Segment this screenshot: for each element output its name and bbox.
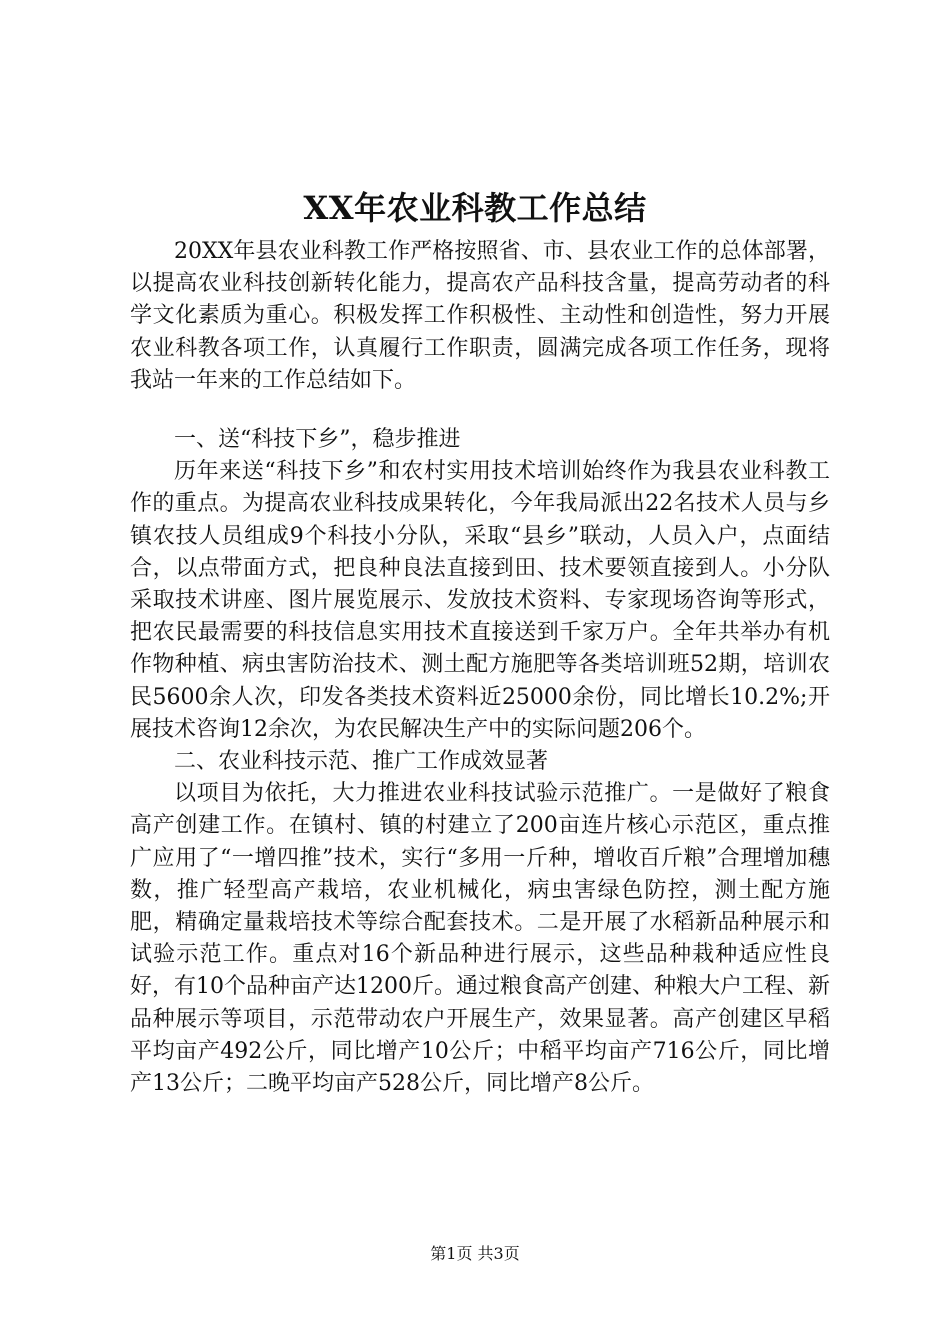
section-1-paragraph: 历年来送“科技下乡”和农村实用技术培训始终作为我县农业科教工作的重点。为提高农业科技成果转化，今年我局派出22名技术人员与乡镇农技人员组成9个科技小分队，采取“县乡”联动，人员入户，点面结合，以点带面方式，把良种良法直接到田、技术要领直接到人。小分队采取技术讲座、图片展览展示、发放技术资料、专家现场咨询等形式，把农民最需要的科技信息实用技术直接送到千家万户。全年共举办有机作物种植、病虫害防治技术、测土配方施肥等各类培训班52期，培训农民5600余人次，印发各类技术资料近25000余份，同比增长10.2%;开展技术咨询12余次，为农民解决生产中的实际问题206个。 bbox=[130, 459, 830, 742]
section-2-heading: 二、农业科技示范、推广工作成效显著 bbox=[174, 749, 549, 775]
section-2-paragraph: 以项目为依托，大力推进农业科技试验示范推广。一是做好了粮食高产创建工作。在镇村、镇的村建立了200亩连片核心示范区，重点推广应用了“一增四推”技术，实行“多用一斤种，增收百斤粮”合理增加穗数，推广轻型高产栽培，农业机械化，病虫害绿色防控，测土配方施肥，精确定量栽培技术等综合配套技术。二是开展了水稻新品种展示和试验示范工作。重点对16个新品种进行展示，这些品种栽种适应性良好，有10个品种亩产达1200斤。通过粮食高产创建、种粮大户工程、新品种展示等项目，示范带动农户开展生产，效果显著。高产创建区早稻平均亩产492公斤，同比增产10公斤；中稻平均亩产716公斤，同比增产13公斤；二晚平均亩产528公斤，同比增产8公斤。 bbox=[130, 781, 830, 1097]
document-body bbox=[130, 236, 830, 1100]
section-1-heading: 一、送“科技下乡”，稳步推进 bbox=[174, 427, 461, 453]
intro-paragraph: 20XX年县农业科教工作严格按照省、市、县农业工作的总体部署，以提高农业科技创新转化能力，提高农产品科技含量，提高劳动者的科学文化素质为重心。积极发挥工作积极性、主动性和创造性，努力开展农业科教各项工作，认真履行工作职责，圆满完成各项工作任务，现将我站一年来的工作总结如下。 bbox=[130, 239, 830, 393]
page-number-footer: 第1页 共3页 bbox=[430, 1244, 520, 1263]
document-title: XX年农业科教工作总结 bbox=[303, 189, 647, 227]
